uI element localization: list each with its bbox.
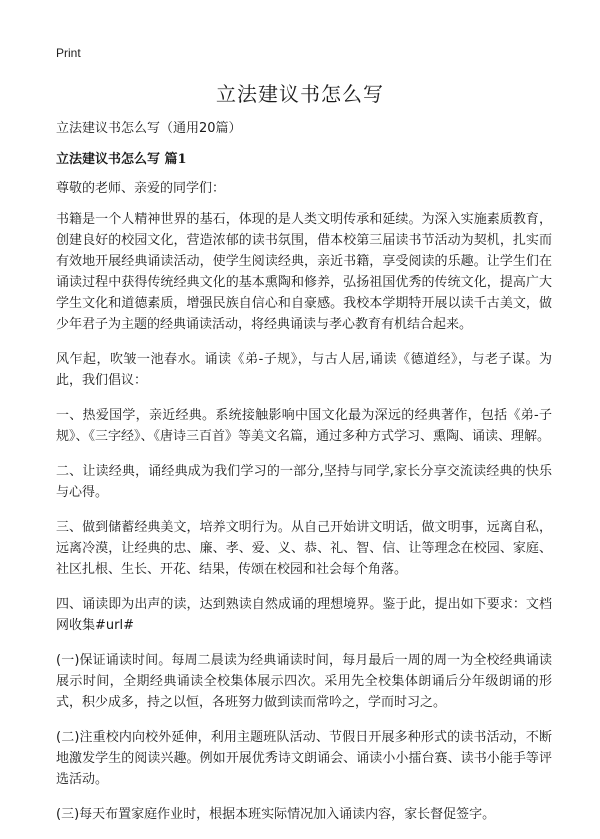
document-body <box>56 118 552 839</box>
paragraph-call: 风乍起，吹皱一池春水。诵读《弟-子规》，与古人居,诵读《德道经》，与老子谋。为此，我们倡议： <box>56 352 552 388</box>
paragraph-item-2: 二、让读经典，诵经典成为我们学习的一部分,坚持与同学,家长分享交流读经典的快乐与心得。 <box>56 464 552 500</box>
paragraph-requirement-3: (三)每天布置家庭作业时，根据本班实际情况加入诵读内容，家长督促签字。 <box>56 807 496 822</box>
paragraph-item-4: 四、诵读即为出声的读，达到熟读自然成诵的理想境界。鉴于此，提出如下要求：文档网收集#url# <box>56 597 552 633</box>
paragraph-item-1: 一、热爱国学，亲近经典。系统接触影响中国文化最为深远的经典著作，包括《弟-子规》、《三字经》、《唐诗三百首》等美文名篇，通过多种方式学习、熏陶、诵读、理解。 <box>56 408 552 444</box>
greeting: 尊敬的老师、亲爱的同学们： <box>56 181 226 196</box>
section-heading: 立法建议书怎么写 篇1 <box>56 152 187 167</box>
print-link[interactable]: Print <box>56 46 81 60</box>
paragraph-intro: 书籍是一个人精神世界的基石，体现的是人类文明传承和延续。为深入实施素质教育，创建良好的校园文化，营造浓郁的读书氛围，借本校第三届读书节活动为契机，扎实而有效地开展经典诵读活动，使学生阅读经典，亲近书籍，享受阅读的乐趣。让学生们在诵读过程中获得传统经典文化的基本熏陶和修养，弘扬祖国优秀的传统文化，提高广大学生文化和道德素质，增强民族自信心和自豪感。我校本学期特开展以读千古美文，做少年君子为主题的经典诵读活动，将经典诵读与孝心教育有机结合起来。 <box>56 212 552 332</box>
paragraph-requirement-1: (一)保证诵读时间。每周二晨读为经典诵读时间，每月最后一周的周一为全校经典诵读展示时间，全期经典诵读全校集体展示四次。采用先全校集体朗诵后分年级朗诵的形式，积少成多，持之以恒，各班努力做到读而常吟之，学而时习之。 <box>56 653 552 710</box>
paragraph-requirement-2: (二)注重校内向校外延伸，利用主题班队活动、节假日开展多种形式的读书活动，不断地激发学生的阅读兴趣。例如开展优秀诗文朗诵会、诵读小小擂台赛、读书小能手等评选活动。 <box>56 730 552 787</box>
document-title: 立法建议书怎么写 <box>216 82 384 106</box>
paragraph-item-3: 三、做到储蓄经典美文，培养文明行为。从自己开始讲文明话，做文明事，远离自私，远离冷漠，让经典的忠、廉、孝、爱、义、恭、礼、智、信、让等理念在校园、家庭、社区扎根、生长、开花、结果，传颂在校园和社会每个角落。 <box>56 520 552 577</box>
document-subtitle: 立法建议书怎么写（通用20篇） <box>56 121 242 136</box>
